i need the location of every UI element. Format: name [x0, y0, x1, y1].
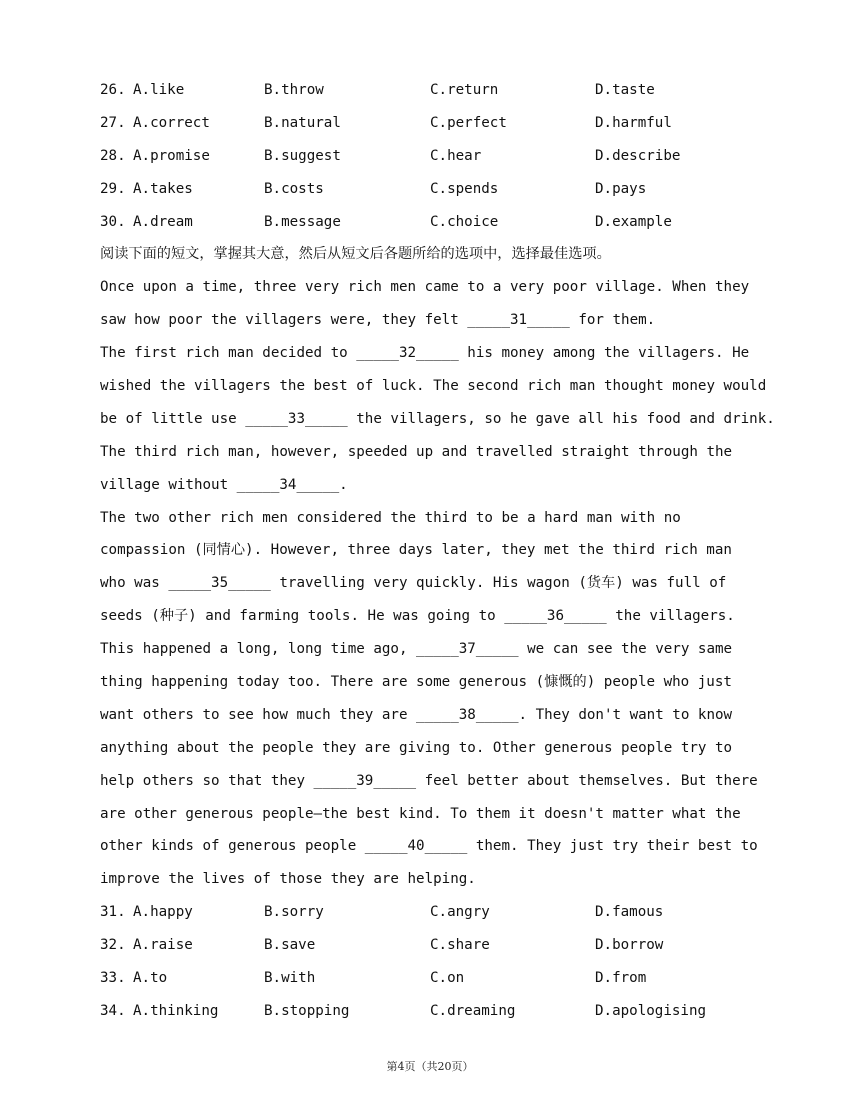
passage-line: improve the lives of those they are helping. [100, 871, 476, 888]
question-options-row [100, 206, 780, 239]
option-b: B.throw [264, 82, 324, 98]
option-c: C.spends [430, 180, 499, 197]
passage-line: The two other rich men considered the third to be a hard man with no [100, 509, 681, 526]
option-d: D.example [595, 213, 672, 230]
option-d: D.taste [595, 82, 655, 98]
option-c: C.perfect [430, 114, 507, 131]
passage-line: other kinds of generous people _____40_____ them. They just try their best to [100, 838, 758, 855]
option-c: C.choice [430, 213, 499, 230]
passage-line: Once upon a time, three very rich men came to a very poor village. When they [100, 279, 750, 296]
option-a: A.to [133, 970, 168, 987]
option-d: D.famous [595, 904, 664, 921]
question-number: 33. [100, 970, 126, 987]
option-b: B.suggest [264, 147, 341, 164]
question-options-row [100, 74, 780, 107]
option-a: A.happy [133, 904, 193, 921]
question-number: 29. [100, 180, 126, 197]
option-d: D.from [595, 970, 647, 987]
question-options-row [100, 995, 780, 1028]
option-d: D.harmful [595, 114, 672, 131]
option-c: C.dreaming [430, 1002, 516, 1019]
option-a: A.like [133, 82, 185, 98]
option-b: B.natural [264, 114, 341, 131]
option-c: C.return [430, 82, 499, 98]
question-number: 34. [100, 1002, 126, 1019]
passage-line: village without _____34_____. [100, 476, 348, 493]
option-c: C.hear [430, 147, 482, 164]
option-a: A.takes [133, 180, 193, 197]
question-number: 26. [100, 82, 126, 98]
question-options-row [100, 962, 780, 995]
option-b: B.with [264, 970, 316, 987]
option-b: B.save [264, 937, 316, 954]
option-d: D.apologising [595, 1002, 707, 1019]
option-a: A.thinking [133, 1002, 219, 1019]
question-number: 27. [100, 114, 126, 131]
option-d: D.borrow [595, 937, 664, 954]
option-a: A.dream [133, 213, 193, 230]
option-d: D.describe [595, 147, 681, 164]
passage-line: thing happening today too. There are some generous (慷慨的) people who just [100, 674, 732, 691]
passage-line: saw how poor the villagers were, they felt _____31_____ for them. [100, 312, 656, 329]
passage-line: The third rich man, however, speeded up and travelled straight through the [100, 443, 733, 460]
passage-line: The first rich man decided to _____32_____ his money among the villagers. He [100, 345, 750, 362]
option-b: B.message [264, 213, 341, 230]
passage-line: anything about the people they are giving to. Other generous people try to [100, 739, 733, 756]
option-b: B.stopping [264, 1002, 350, 1019]
question-options-row [100, 107, 780, 140]
option-d: D.pays [595, 180, 647, 197]
passage-line: wished the villagers the best of luck. The second rich man thought money would [100, 378, 767, 395]
passage-line: help others so that they _____39_____ feel better about themselves. But there [100, 772, 758, 789]
question-number: 30. [100, 213, 126, 230]
page-content [100, 74, 780, 1028]
option-b: B.costs [264, 180, 324, 197]
question-options-row [100, 929, 780, 962]
option-c: C.on [430, 970, 465, 987]
passage-line: are other generous people—the best kind. To them it doesn't matter what the [100, 805, 741, 822]
options-list-26-30 [100, 74, 780, 238]
option-c: C.angry [430, 904, 490, 921]
page-footer: 第4页（共20页） [386, 1060, 474, 1073]
question-options-row [100, 173, 780, 206]
passage-line: This happened a long, long time ago, _____37_____ we can see the very same [100, 641, 733, 658]
option-a: A.raise [133, 937, 193, 954]
passage-line: be of little use _____33_____ the villagers, so he gave all his food and drink. [100, 410, 775, 427]
cloze-passage [100, 271, 780, 896]
question-number: 32. [100, 937, 126, 954]
option-a: A.promise [133, 147, 210, 164]
passage-line: compassion (同情心). However, three days later, they met the third rich man [100, 542, 732, 559]
passage-line: want others to see how much they are _____38_____. They don't want to know [100, 706, 733, 723]
question-options-row [100, 896, 780, 929]
option-c: C.share [430, 937, 490, 954]
passage-line: who was _____35_____ travelling very quickly. His wagon (货车) was full of [100, 575, 727, 592]
reading-instruction: 阅读下面的短文，掌握其大意，然后从短文后各题所给的选项中，选择最佳选项。 [100, 246, 611, 263]
question-number: 31. [100, 904, 126, 921]
option-a: A.correct [133, 114, 210, 131]
passage-line: seeds (种子) and farming tools. He was going to _____36_____ the villagers. [100, 608, 735, 625]
option-b: B.sorry [264, 904, 324, 921]
question-number: 28. [100, 147, 126, 164]
options-list-31-34 [100, 896, 780, 1028]
question-options-row [100, 140, 780, 173]
